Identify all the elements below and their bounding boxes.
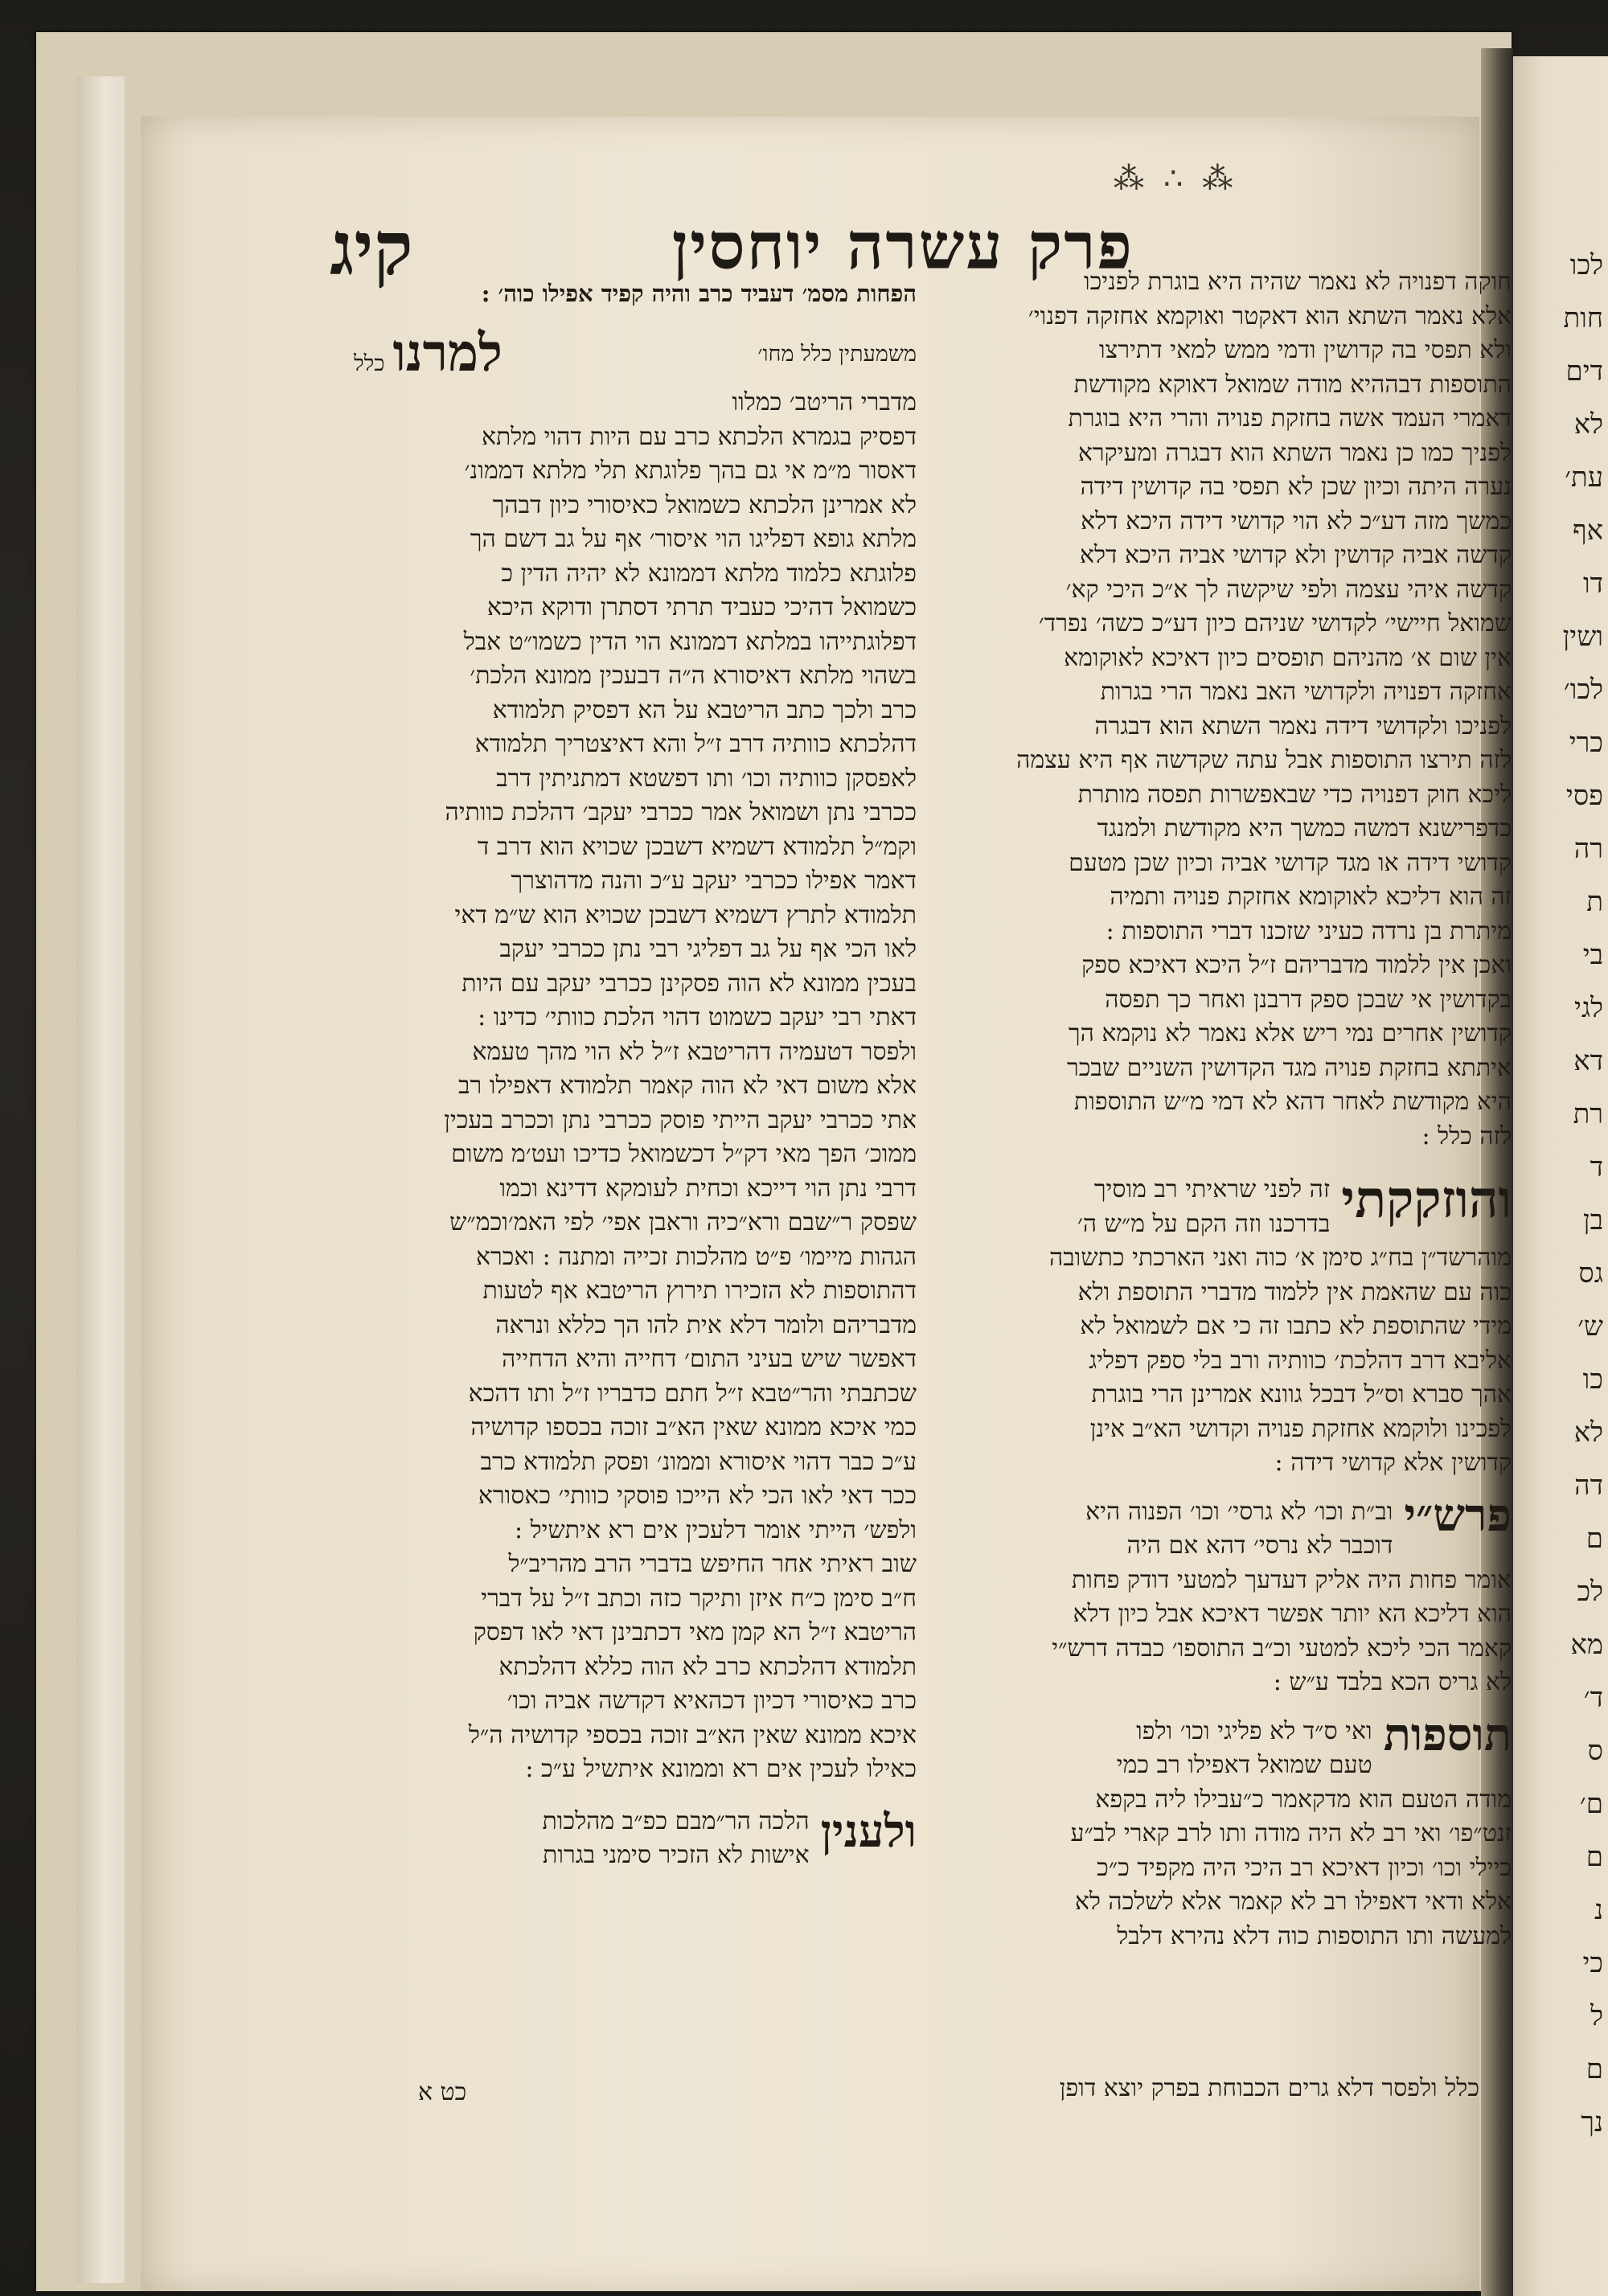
text-line: מיתרת בן נרדה כעיני שזכנו דברי התוספות : [1106, 916, 1512, 945]
text-line: אלא ודאי דאפילו רב לא קאמר אלא לשלכה לא [1074, 1888, 1512, 1916]
text-line: מדברי הריטב׳ כמלוו [732, 388, 917, 416]
adjacent-page-fragment: דה [1574, 1470, 1603, 1502]
text-line: הריטבא ז״ל הא קמן מאי דכתבינן דאי לאו דפסק [473, 1618, 917, 1646]
adjacent-page-fragment: נ [1594, 1894, 1603, 1926]
folio-number: קיג [330, 205, 413, 292]
text-line: לא אמרינן הלכתא כשמואל כאיסורי כיון דבהך [492, 490, 917, 519]
text-line: מוהרשד״ן בח״ג סימן א׳ כוה ואני הארכתי כתשובה [1048, 1244, 1512, 1272]
text-line: מודה הטעם הוא מדקאמר כ״עבילו ליה בקפא [1095, 1785, 1512, 1814]
adjacent-page-fragment: ד [1590, 1151, 1603, 1183]
text-line: תלמודא דהלכתא כרב לא הוה כללא דהלכתא [498, 1652, 917, 1681]
tosafot-continued [933, 1783, 1512, 1954]
text-line: לפניכו ולקדושי דידה נאמר השתא הוא דבגרה [1094, 711, 1512, 740]
left-section [354, 1805, 917, 1873]
text-line: דאמר אפילו ככרבי יעקב ע״כ והנה מדהוצרך [511, 867, 917, 895]
text-line: אומר פחות היה אליק דעדעך למטעי דודק פחות [1071, 1565, 1512, 1594]
right-heading-text [933, 1168, 1330, 1241]
text-line: לאו הכי אף על גב דפליגי רבי נתן ככרבי יעקב [499, 935, 917, 963]
left-column [354, 322, 917, 1873]
text-line: טעם שמואל דאפילו רב כמי [1116, 1751, 1372, 1779]
text-line: דהתוספות לא הזכירו תירוץ הריטבא אף לטעות [482, 1277, 917, 1305]
text-line: קדושי דידה או מגד קדושי אביה וכיון שכן מטעם [1069, 848, 1512, 877]
text-line: ככרבי נתן ושמואל אמר ככרבי יעקב׳ דהלכת כוותיה [445, 798, 917, 826]
catchline: כלל ולפסר דלא גרים הכבוחת בפרק יוצא דופן [1059, 2074, 1479, 2102]
text-line: מידי שהתוספת לא כתבו זה כי אם לשמואל לא [1080, 1312, 1512, 1340]
text-line: איתתא בחזקת פנויה מגד הקדושין השניים שבכר [1067, 1053, 1512, 1082]
text-line: חוקה דפנויה לא נאמר שהיה היא בוגרת לפניכו [1083, 268, 1512, 296]
text-line: קדשה איהי עצמה ולפי שיקשה לך א״כ היכי קא׳ [1065, 575, 1512, 604]
adjacent-page-fragment: לכ [1577, 1576, 1603, 1608]
adjacent-page-fragment: נך [1581, 2106, 1603, 2138]
adjacent-page-fragment: עת׳ [1565, 461, 1603, 494]
text-line: בעכין ממונא לא הוה פסקינן ככרבי יעקב עם היות [461, 969, 917, 998]
text-line: איכא ממונא שאין הא״ב זוכה בכספי קדושיה ה״ל [468, 1720, 917, 1749]
adjacent-page-fragment: לגי [1573, 992, 1603, 1024]
text-line: אלא נאמר השתא הוא דאקטר ואוקמא אחזקה דפנוי׳ [1028, 301, 1512, 330]
text-line: זה לפני שראיתי רב מוסיך [1093, 1175, 1331, 1203]
text-line: ממוכ׳ הפך מאי דק״ל דכשמואל כדיכו ועט׳מ משום [451, 1140, 917, 1168]
text-line: מלתא גופא דפליגו הוי איסור׳ אף על גב דשם הך [470, 525, 917, 553]
adjacent-page-fragment: ם׳ [1579, 1788, 1603, 1820]
text-line: ואי ס״ד לא פליגי וכו׳ ולפו [1136, 1716, 1372, 1745]
right-heading [933, 1168, 1512, 1241]
adjacent-page-fragment: רה [1573, 833, 1603, 865]
text-line: כמי איכא ממונא שאין הא״ב זוכה בכספו קדושיה [470, 1413, 917, 1441]
text-line: כיילי וכו׳ וכיון דאיכא רב היכי היה מקפיד כ״כ [1097, 1853, 1512, 1882]
adjacent-page-fragment: דו [1582, 568, 1603, 600]
right-column-text [933, 265, 1512, 1154]
text-line: לאפסקן כוותיה וכו׳ ותו דפשטא דמתניתין דרב [496, 764, 917, 793]
text-line: התוספות דבההיא מודה שמואל דאוקא מקודשת [1073, 370, 1512, 399]
text-line: אחזקה דפנויה ולקדושי האב נאמר הרי בגרות [1100, 678, 1512, 706]
text-line: לזה כלל : [1421, 1121, 1512, 1150]
left-heading-word: למרנו [392, 323, 503, 383]
text-line: לזה תירצו התוספות אבל עתה שקדשה אף היא עצמה [1016, 746, 1512, 774]
adjacent-page-fragment: לכו [1569, 249, 1603, 281]
text-line: ולפסר דטעמיה דהריטבא ז״ל לא הוי מהך טעמא [472, 1037, 917, 1066]
text-line: כאילו לעכין אים רא וממונא איתשיל ע״כ : [525, 1755, 917, 1783]
tosafot-text [933, 1708, 1372, 1783]
text-line: מדבריהם ולומר דלא אית להו הך כללא ונראה [495, 1310, 917, 1339]
left-heading-prefix: כלל [354, 351, 385, 376]
text-line: קדשה אביה קדושין ולא קדושי אביה היכא דלא [1079, 541, 1512, 569]
rashi-text [933, 1489, 1393, 1564]
adjacent-page-edge [1513, 56, 1608, 2296]
text-line: הגהות מיימו׳ פ״ט מהלכות זכייה ומתנה : ואכרא [476, 1242, 917, 1271]
adjacent-page-fragment: ס [1587, 1735, 1603, 1767]
text-line: בשהוי מלתא דאיסורא ה״ה דבעכין ממונא הלכת׳ [470, 662, 917, 690]
text-line: אין שום א׳ מהניהם תופסים כיון דאיכא לאוקומא [1064, 643, 1512, 672]
text-line: נערה היתה וכיון שכן לא תפסי בה קדושין דידה [1080, 473, 1512, 501]
adjacent-page-fragment: ם [1585, 2053, 1603, 2085]
text-line: דפסיק בגמרא הלכתא כרב עם היות דהוי מלתא [481, 422, 917, 451]
text-line: לפניך כמו כן נאמר השתא הוא דבגרה ומעיקרא [1077, 438, 1512, 467]
text-line: ח״ב סימן כ״ח איזן ותיקר כזה וכתב ז״ל על דברי [481, 1584, 917, 1613]
page-ornament: ⁂ ∴ ⁂ [1114, 161, 1238, 196]
text-line: בדרכנו וזה הקם על מ״ש ה׳ [1077, 1209, 1331, 1238]
text-line: כוה עם שהאמת אין ללמוד מדברי התוספת ולא [1077, 1277, 1512, 1306]
text-line: לפכינו ולוקמא אחזקת פנויה וקדושי הא״ב אינן [1089, 1414, 1512, 1443]
text-line: ולפש׳ הייתי אומר דלעכין אים רא איתשיל : [514, 1515, 917, 1544]
signature-mark: כט א [418, 2078, 467, 2106]
adjacent-page-fragment: כו [1582, 1363, 1603, 1396]
text-line: דאפשר שיש בעיני התום׳ דחייה והיא הדחייה [502, 1345, 917, 1373]
text-line: ע״כ כבר דהוי איסורא וממונ׳ ופסק תלמודא כרב [480, 1447, 917, 1476]
text-line: ואכן אין ללמוד מדבריהם ז״ל היכא דאיכא ספק [1081, 951, 1512, 979]
tosafot-label: תוספות [1383, 1708, 1512, 1761]
text-line: אלא משום דאי לא הוה קאמר תלמודא דאפילו רב [458, 1072, 917, 1100]
adjacent-page-fragment: אף [1572, 515, 1603, 547]
text-line: שוב ראיתי אחר החיפש בדברי הרב מהריב״ל [508, 1550, 917, 1578]
tosafot-block [933, 1708, 1512, 1783]
adjacent-page-fragment: גס [1578, 1257, 1603, 1289]
text-line: כדפרישנא דמשה כמשך היא מקודשת ולמנגד [1097, 814, 1512, 843]
text-line: דאתי רבי יעקב כשמוט דהוי הלכת כוותי׳ כדינו : [478, 1003, 917, 1031]
adjacent-page-fragment: מא [1570, 1629, 1603, 1661]
left-section-word: ולענין [820, 1804, 917, 1858]
left-column-intro: הפחות מסמ׳ דעביד כרב והיה קפיד אפילו כוה׳ : [481, 280, 917, 307]
text-line: הלכה הר״מבם כפ״ב מהלכות [542, 1806, 810, 1835]
left-heading-note: משמעתין כלל מחו׳ [757, 341, 917, 367]
adjacent-page-fragment: פסי [1565, 780, 1603, 812]
text-line: דאסור מ״מ אי גם בהך פלוגתא תלי מלתא דממונ׳ [464, 457, 917, 485]
text-line: דפלוגתייהו במלתא דממונא הוי הדין כשמו״ט אבל [463, 627, 917, 656]
adjacent-page-fragment: חות [1563, 302, 1603, 334]
adjacent-page-fragment: ל [1590, 2000, 1603, 2032]
text-line: אהך סברא וס״ל דבכל גוונא אמרינן הרי בוגרת [1091, 1380, 1512, 1408]
adjacent-page-fragment: כי [1582, 1947, 1603, 1979]
text-line: קדושין אלא קדושי דידה : [1274, 1449, 1512, 1477]
text-line: זה הוא דליכא לאוקומא אחזקת פנויה ותמיה [1110, 883, 1512, 911]
text-line: לא גריס הכא בלבד ע״ש : [1273, 1668, 1512, 1696]
text-line: ליכא חוק דפנויה כדי שבאפשרות תפסה מותרת [1077, 780, 1512, 809]
text-line: דהלכתא כוותיה דרב ז״ל והא דאיצטריך תלמודא [474, 730, 917, 758]
adjacent-page-fragment: כרי [1569, 727, 1603, 759]
adjacent-page-fragment: לא [1573, 1417, 1603, 1449]
right-heading-continued [933, 1241, 1512, 1481]
text-line: שפסק ר״שבם ורא״כיה וראבן אפי׳ לפי האמ׳וכמ״ש [449, 1208, 917, 1236]
text-line: זנט״פו׳ ואי רב לא היה מודה ותו לרב קארי לב״ע [1070, 1819, 1512, 1847]
adjacent-page-fragment: רת [1573, 1098, 1603, 1130]
running-title: פרק עשרה יוחסין [671, 208, 1134, 284]
text-line: למעשה ותו התוספות כוה דלא נהירא דלבל [1117, 1921, 1512, 1950]
text-line: וב״ת וכו׳ לא גרסי׳ וכו׳ הפנוה היא [1085, 1497, 1393, 1526]
right-column [933, 265, 1512, 1954]
text-line: כרב כאיסורי דכיון דכהאיא דקדשה אביה וכו׳ [507, 1687, 917, 1715]
adjacent-page-fragment: דא [1573, 1045, 1603, 1077]
adjacent-page-fragment: ד׳ [1583, 1682, 1603, 1714]
adjacent-page-fragment: לא [1573, 408, 1603, 441]
text-line: שכתבתי והר״טבא ז״ל חתם כדבריו ז״ל ותו דהכא [468, 1379, 917, 1408]
text-line: בקדושין אי שבכן ספק דרבנן ואחר כך תפסה [1105, 985, 1512, 1014]
text-line: שמואל חיישי׳ לקדושי שניהם כיון דע״כ כשה׳ נפרד׳ [1038, 609, 1512, 638]
adjacent-page-fragment: ם [1585, 1841, 1603, 1873]
text-line: דוכבר לא נרסי׳ דהא אם היה [1126, 1531, 1393, 1560]
adjacent-page-fragment: דים [1565, 355, 1603, 387]
text-line: ככר דאי לאו הכי לא הייכו פוסקי כוותי׳ כאסורא [478, 1482, 917, 1510]
text-line: קאמר הכי ליכא למטעי וכ״ב התוספו׳ כבדה דרש״י [1052, 1634, 1512, 1663]
adjacent-page-fragment: בן [1582, 1204, 1603, 1236]
rashi-continued [933, 1564, 1512, 1700]
text-line: וקמ״ל תלמודא דשמיא דשבכן שכויא הוא דרב ד [477, 832, 917, 861]
text-line: הוא דליכא הא יותר אפשר דאיכא אבל כיון דלא [1073, 1600, 1512, 1628]
left-heading [354, 322, 917, 386]
text-line: ולא תפסי בה קדושין ודמי ממש למאי דתירצו [1098, 336, 1512, 364]
page-edge-strip [76, 76, 125, 2283]
adjacent-page-fragment: ש׳ [1577, 1310, 1603, 1343]
left-section-text [354, 1805, 810, 1873]
text-line: כשמואל דהיכי כעביד תרתי דסתרן ודוקא היכא [486, 593, 917, 621]
adjacent-page-fragment: לכו׳ [1563, 674, 1603, 706]
text-line: קדושין אחרים נמי ריש אלא נאמר לא נוקמא הך [1068, 1019, 1512, 1048]
text-line: אישות לא הזכיר סימני בגרות [543, 1841, 810, 1869]
text-line: אתי ככרבי יעקב הייתי פוסק ככרבי נתן וככרב בעכין [444, 1105, 917, 1134]
text-line: דאמרי העמד אשה בחזקת פנויה והרי היא בוגרת [1068, 404, 1512, 433]
rashi-label: פרש״י [1404, 1488, 1512, 1542]
rashi-block [933, 1489, 1512, 1564]
text-line: היא מקודשת לאחר דהא לא דמי מ״ש התוספות [1073, 1088, 1512, 1116]
left-column-text [354, 386, 917, 1787]
text-line: כרב ולכך כתב הריטבא על הא דפסיק תלמודא [492, 695, 917, 724]
text-line: כמשך מזה דע״כ לא הוי קדושי דידה היכא דלא [1081, 506, 1512, 535]
text-line: דרבי נתן הוי דייכא וכחית לעומקא דדינא וכמו [499, 1174, 917, 1203]
adjacent-page-fragment: בי [1582, 939, 1603, 971]
adjacent-page-fragment: ם [1585, 1523, 1603, 1555]
right-heading-word: והוזקקתי [1341, 1170, 1512, 1230]
adjacent-page-fragment: ושין [1562, 621, 1603, 653]
adjacent-page-fragment: ת [1586, 886, 1603, 918]
text-line: תלמודא לתרץ דשמיא דשבכן שכויא הוא ש״מ דאי [454, 900, 917, 929]
text-line: אליבא דרב דהלכת׳ כוותיה ורב בלי ספק דפליג [1089, 1346, 1512, 1375]
text-line: פלוגתא כלמוד מלתא דממונא לא יהיה הדין כ [501, 559, 917, 588]
